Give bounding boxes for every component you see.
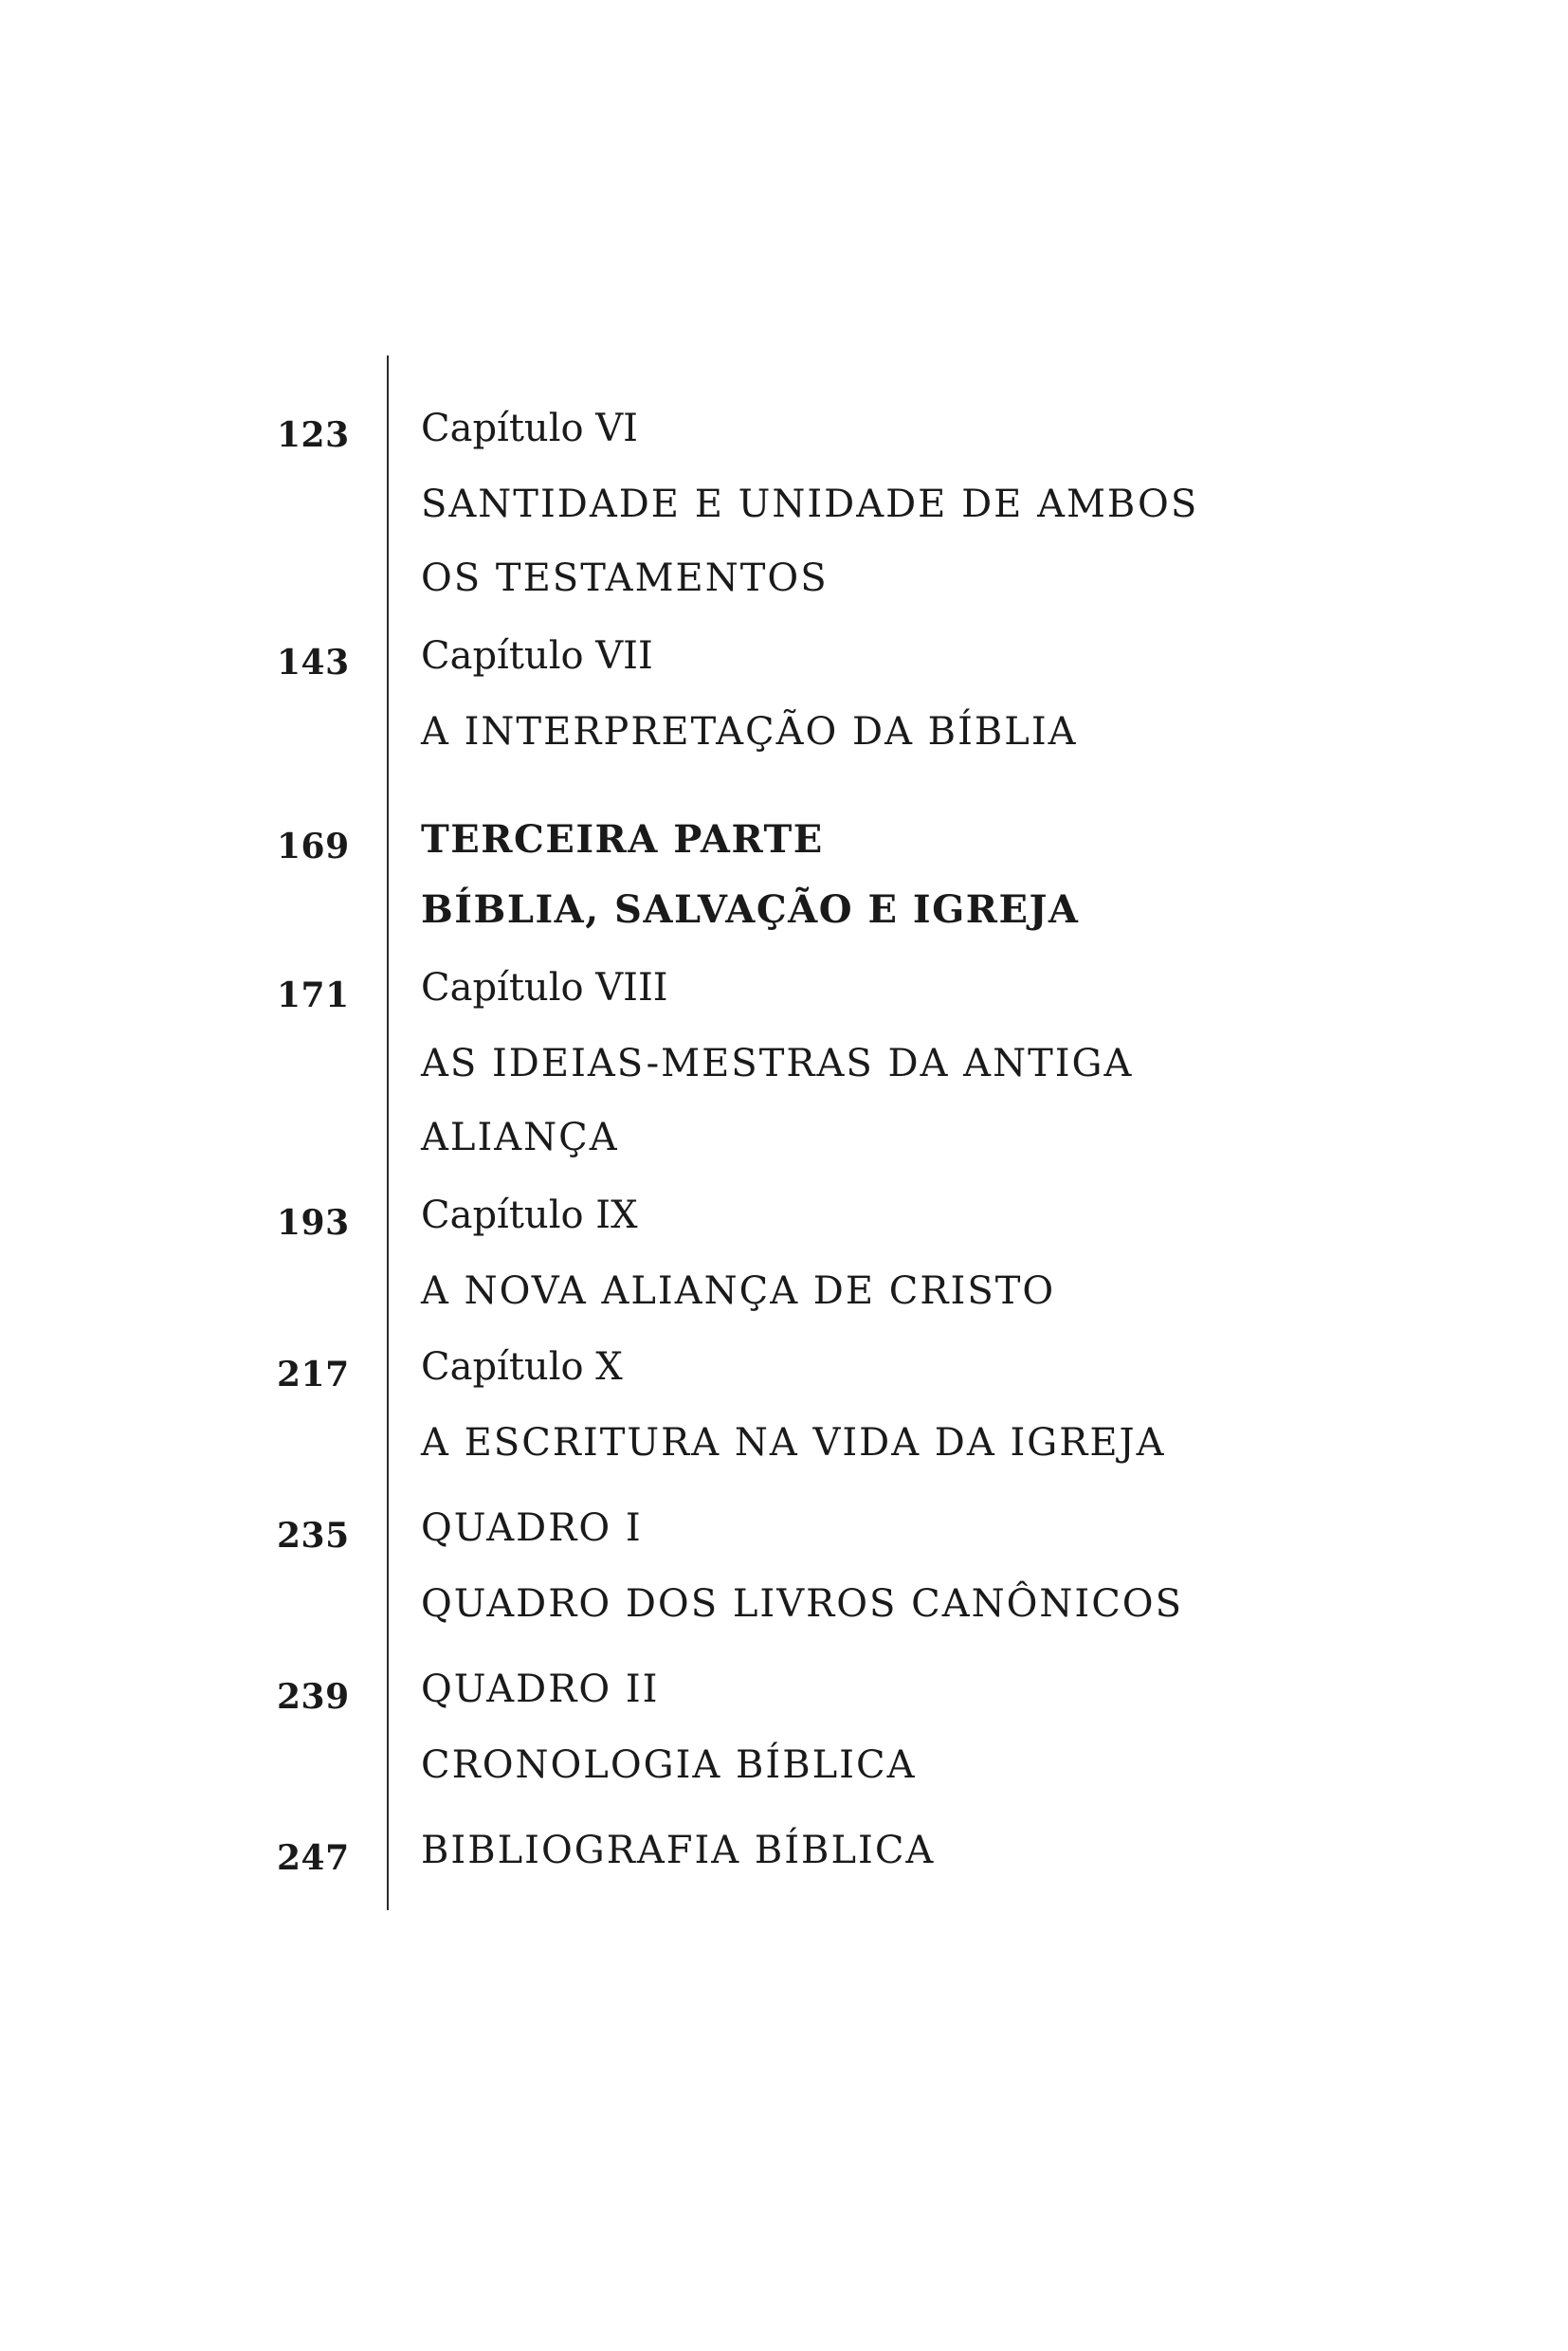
toc-page-number: 235	[277, 1516, 350, 1556]
toc-chapter-title: A ESCRITURA NA VIDA DA IGREJA	[421, 1421, 1166, 1465]
toc-table-label: QUADRO I	[421, 1506, 643, 1550]
toc-page-number: 239	[277, 1677, 350, 1717]
toc-table-title: QUADRO DOS LIVROS CANÔNICOS	[421, 1582, 1183, 1626]
toc-chapter-title: OS TESTAMENTOS	[421, 556, 829, 600]
toc-page-number: 169	[277, 827, 350, 866]
toc-part-heading: TERCEIRA PARTE	[421, 817, 824, 862]
toc-chapter-title: ALIANÇA	[421, 1116, 619, 1159]
toc-chapter-label: Capítulo VI	[421, 407, 638, 450]
toc-part-title: BÍBLIA, SALVAÇÃO E IGREJA	[421, 887, 1080, 932]
toc-page-number: 143	[277, 643, 350, 683]
vertical-divider	[387, 355, 389, 1910]
toc-page-number: 193	[277, 1203, 350, 1243]
toc-page-number: 171	[277, 975, 350, 1015]
toc-chapter-label: Capítulo IX	[421, 1194, 638, 1237]
toc-table-title: CRONOLOGIA BÍBLICA	[421, 1743, 917, 1787]
toc-page-number: 123	[277, 415, 350, 455]
toc-table-label: QUADRO II	[421, 1668, 660, 1711]
toc-chapter-title: A INTERPRETAÇÃO DA BÍBLIA	[421, 710, 1078, 754]
toc-bibliography-title: BIBLIOGRAFIA BÍBLICA	[421, 1829, 936, 1872]
toc-chapter-title: A NOVA ALIANÇA DE CRISTO	[421, 1269, 1056, 1313]
toc-chapter-title: AS IDEIAS-MESTRAS DA ANTIGA	[421, 1042, 1134, 1085]
toc-chapter-label: Capítulo VIII	[421, 966, 668, 1010]
toc-chapter-label: Capítulo VII	[421, 634, 653, 678]
toc-chapter-title: SANTIDADE E UNIDADE DE AMBOS	[421, 483, 1199, 526]
toc-page-number: 247	[277, 1838, 350, 1878]
toc-page-number: 217	[277, 1355, 350, 1394]
toc-chapter-label: Capítulo X	[421, 1345, 623, 1389]
